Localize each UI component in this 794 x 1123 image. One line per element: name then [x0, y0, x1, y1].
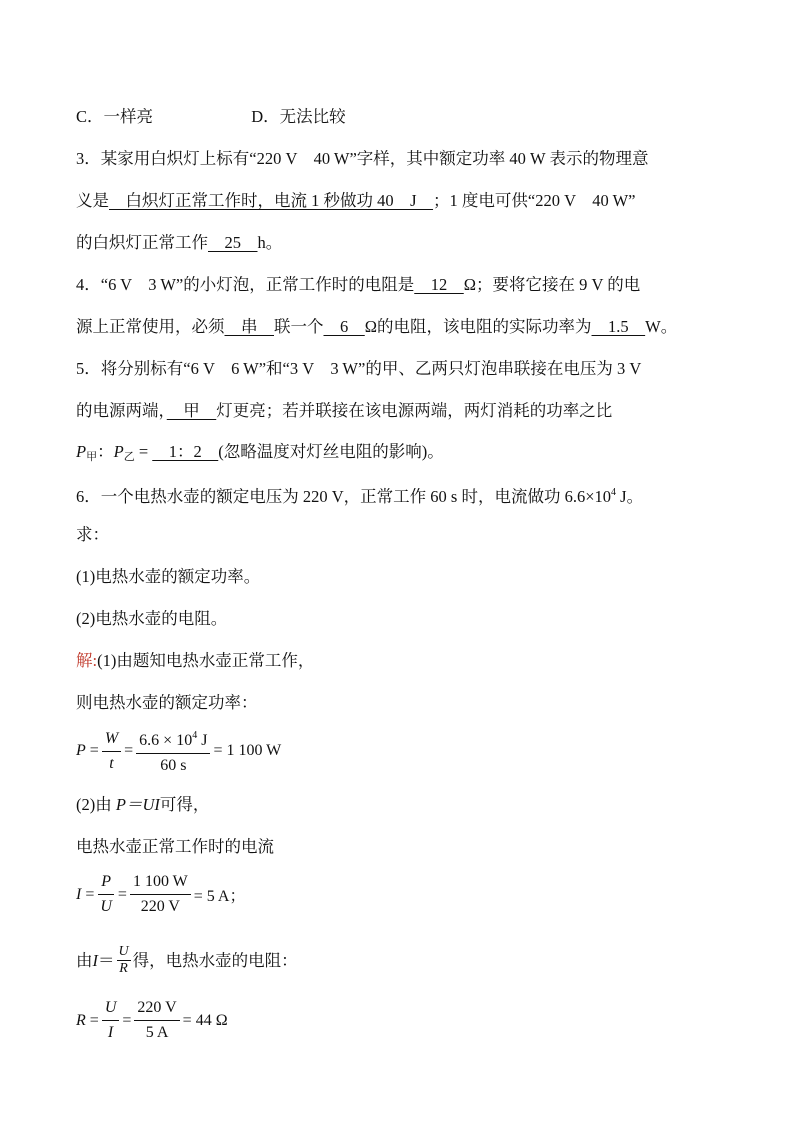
solution-line-4: 电热水壶正常工作时的电流	[76, 837, 274, 856]
q5-line-3: $P_甲$：$P_乙$ = 1：2 (忽略温度对灯丝电阻的影响)。	[76, 442, 444, 463]
q4-answer-blank-4: 1.5	[591, 317, 646, 336]
fraction-voltage-over-current: $\frac{220 V}{5 A}$	[134, 998, 179, 1043]
fraction-work-over-time: $\frac{6.6 \times 10^4 J}{60 s}$	[136, 726, 210, 776]
option-d: D．无法比较	[251, 107, 346, 126]
q3-line-3: 的白炽灯正常工作 25 h。	[76, 233, 283, 252]
q4-answer-blank-1: 12	[414, 275, 464, 294]
q5-line-2: 的电源两端， 甲 灯更亮；若并联接在该电源两端，两灯消耗的功率之比	[76, 401, 613, 420]
fraction-p-over-u: $\frac{P}{U}$	[97, 872, 115, 917]
q2-options	[76, 106, 346, 128]
q3-line-2: 义是 白炽灯正常工作时，电流 1 秒做功 40 J ；1 度电可供“220 V 40 W”	[76, 191, 636, 210]
fraction-power-over-voltage: $\frac{1 100 W}{220 V}$	[130, 872, 191, 917]
q5-answer-blank-2: 1：2	[152, 442, 219, 461]
q4-answer-blank-2: 串	[224, 317, 274, 336]
solution-line-3: (2)由 P＝UI可得，	[76, 795, 210, 814]
q3-answer-blank-2: 25	[208, 233, 258, 252]
q4-answer-blank-3: 6	[323, 317, 365, 336]
solution-line-2: 则电热水壶的额定功率：	[76, 693, 258, 712]
option-c: C．一样亮	[76, 107, 154, 126]
q3-answer-blank-1: 白炽灯正常工作时，电流 1 秒做功 40 J	[109, 191, 434, 210]
q6-part-2: (2)电热水壶的电阻。	[76, 609, 228, 628]
q4-line-1: 4．“6 V 3 W”的小灯泡，正常工作时的电阻是 12 Ω；要将它接在 9 V 的电	[76, 275, 641, 294]
equation-power: P = $\frac{W}{t}$ = $\frac{6.6 \times 10^4 J}{60 s}$ = 1 100 W	[76, 726, 281, 776]
q6-part-1: (1)电热水壶的额定功率。	[76, 567, 261, 586]
solution-line-5: 由 I ＝ $\frac{U}{R}$ 得，电热水壶的电阻：	[76, 944, 298, 976]
solution-line-1: 解:(1)由题知电热水壶正常工作，	[76, 651, 315, 670]
equation-resistance: R = $\frac{U}{I}$ = $\frac{220 V}{5 A}$ = 44 Ω	[76, 999, 228, 1041]
q5-line-1: 5．将分别标有“6 V 6 W”和“3 V 3 W”的甲、乙两只灯泡串联接在电压为 3 V	[76, 359, 642, 378]
fraction-w-over-t: $\frac{W}{t}$	[102, 729, 121, 774]
q3-line-1: 3．某家用白炽灯上标有“220 V 40 W”字样，其中额定功率 40 W 表示的物理意	[76, 149, 649, 168]
solution-label: 解:	[76, 651, 98, 670]
q6-line-1: 6．一个电热水壶的额定电压为 220 V，正常工作 60 s 时，电流做功 $6.6\times 10^4$ J。	[76, 487, 644, 506]
fraction-u-over-i: $\frac{U}{I}$	[102, 998, 120, 1043]
q4-line-2: 源上正常使用，必须 串 联一个 6 Ω的电阻，该电阻的实际功率为 1.5 W。	[76, 317, 678, 336]
q6-line-2: 求：	[76, 525, 109, 544]
q5-answer-blank-1: 甲	[166, 401, 217, 420]
equation-current: I = $\frac{P}{U}$ = $\frac{1 100 W}{220 V}$ = 5 A；	[76, 873, 246, 915]
fraction-u-over-r: $\frac{U}{R}$	[118, 944, 129, 976]
